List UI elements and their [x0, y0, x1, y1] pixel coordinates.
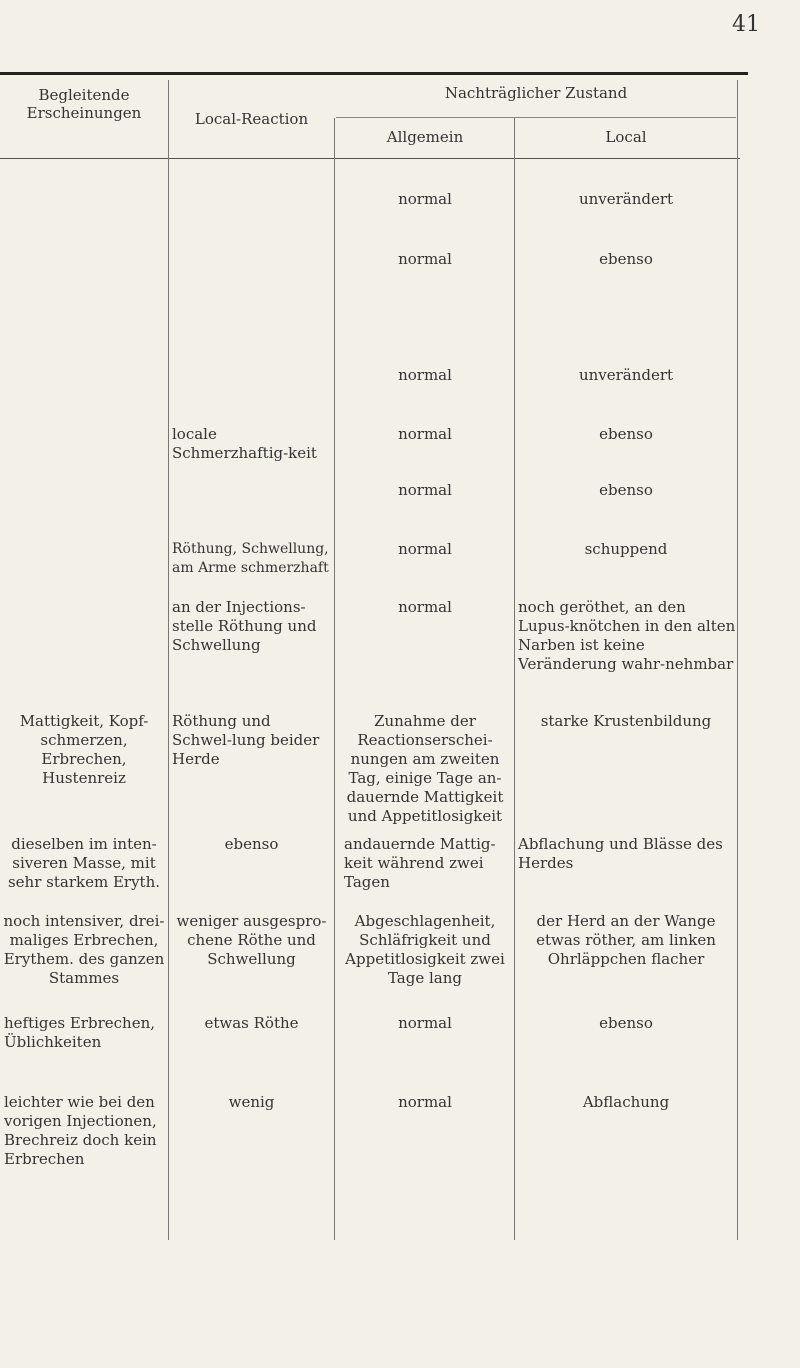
row-4-allgemein: normal — [398, 425, 452, 443]
row-12-allgemein: normal — [398, 1093, 452, 1111]
row-7-local: noch geröthet, an den Lupus-knötchen in den alten Narben ist keine Veränderung wahr-nehmbar — [518, 598, 736, 673]
row-10-local: der Herd an der Wange etwas röther, am linken Ohrläppchen flacher — [536, 912, 716, 968]
row-6-local-reaction: Röthung, Schwellung, am Arme schmerzhaft — [172, 541, 329, 576]
row-11-local: ebenso — [599, 1014, 653, 1032]
header-begleitende: Begleitende Erscheinungen — [26, 86, 142, 122]
row-12-begleitende: leichter wie bei den vorigen Injectionen, Brechreiz doch kein Erbrechen — [4, 1093, 157, 1168]
row-9-allgemein: andauernde Mattig-keit während zwei Tagen — [344, 835, 496, 891]
row-5-allgemein: normal — [398, 481, 452, 499]
row-8-allgemein: Zunahme der Reactionserschei-nungen am zweiten Tag, einige Tage an-dauernde Mattigkeit und Appetitlosigkeit — [346, 712, 504, 825]
row-1-local: unverändert — [578, 190, 674, 208]
column-divider-2 — [334, 118, 335, 1240]
row-2-local: ebenso — [599, 250, 653, 268]
header-nachtraeglicher-zustand: Nachträglicher Zustand — [444, 84, 628, 102]
header-subrule — [336, 117, 736, 118]
row-3-allgemein: normal — [398, 366, 452, 384]
row-3-local: unverändert — [578, 366, 674, 384]
column-divider-1 — [168, 80, 169, 1240]
row-10-local-reaction: weniger ausgespro-chene Röthe und Schwellung — [176, 912, 327, 968]
header-allgemein: Allgemein — [386, 128, 464, 146]
row-1-allgemein: normal — [398, 190, 452, 208]
row-6-allgemein: normal — [398, 540, 452, 558]
row-12-local: Abflachung — [582, 1093, 670, 1111]
row-11-local-reaction: etwas Röthe — [204, 1014, 299, 1032]
header-local: Local — [605, 128, 647, 146]
column-divider-right — [737, 80, 738, 1240]
row-11-begleitende: heftiges Erbrechen, Üblichkeiten — [4, 1014, 155, 1051]
top-rule — [0, 72, 748, 75]
row-7-local-reaction: an der Injections-stelle Röthung und Schwellung — [172, 598, 317, 654]
row-4-local-reaction: locale Schmerzhaftig-keit — [172, 425, 317, 462]
row-8-local-reaction: Röthung und Schwel-lung beider Herde — [172, 712, 320, 768]
row-9-local: Abflachung und Blässe des Herdes — [518, 835, 723, 872]
row-10-allgemein: Abgeschlagenheit, Schläfrigkeit und Appetitlosigkeit zwei Tage lang — [345, 912, 505, 987]
row-9-local-reaction: ebenso — [224, 835, 279, 853]
header-local-reaction: Local-Reaction — [194, 110, 309, 128]
row-7-allgemein: normal — [398, 598, 452, 616]
header-bottom-rule — [0, 158, 740, 159]
row-4-local: ebenso — [599, 425, 653, 443]
row-2-allgemein: normal — [398, 250, 452, 268]
row-8-begleitende: Mattigkeit, Kopf-schmerzen, Erbrechen, Hustenreiz — [19, 712, 149, 787]
row-6-local: schuppend — [584, 540, 668, 558]
row-12-local-reaction: wenig — [228, 1093, 275, 1111]
row-8-local: starke Krustenbildung — [540, 712, 712, 730]
column-divider-3 — [514, 118, 515, 1240]
row-10-begleitende: noch intensiver, drei-maliges Erbrechen, Erythem. des ganzen Stammes — [3, 912, 165, 987]
row-5-local: ebenso — [599, 481, 653, 499]
row-9-begleitende: dieselben im inten-siveren Masse, mit sehr starkem Eryth. — [7, 835, 161, 891]
row-11-allgemein: normal — [398, 1014, 452, 1032]
page-number: 41 — [732, 12, 760, 37]
